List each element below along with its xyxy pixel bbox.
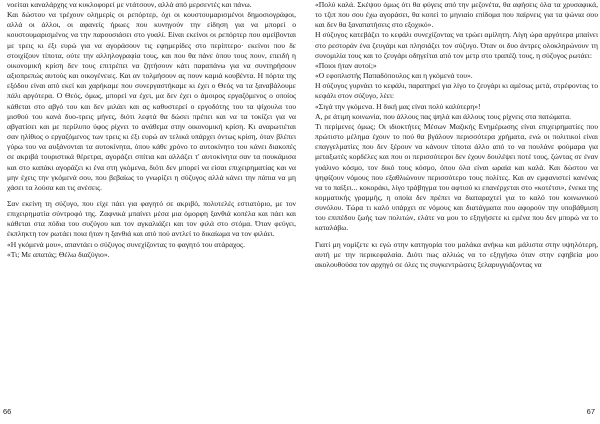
paragraph: νοείται καναλάρχης να κυκλοφορεί με ντάτσουν, αλλά από μερσεντές και πάνω. (7, 0, 252, 9)
paragraph: Τι περίμενες όμως; Οι ιδιοκτήτες Μέσων Μαζικής Ενημέρωσης είναι επιχειρηματίες που πρώτιστο μέλημα έχουν το πού θα βγάλουν περισσότερα χρήματα, ενώ οι πολιτικοί είναι επαγγελματίες που δεν ξέρουν να κάνουν τίποτα άλλο από το να πουλάνε φούμαρα για μεταξωτές κορδέλες και που οι περισσότεροι δεν έχουν δουλέψει ποτέ τους, ζώντας σε έναν γυάλινο κόσμο, τον δικό τους κόσμο, όπου όλα είναι ωραία και καλά. Και δώστου να ψηφίζουν νόμους που εξαθλιώνουν περισσότερο τους πολίτες. Και αν εμφανιστεί κανένας να το παίξει... κοκοράκι, λίγο τράβηγμα του αφτιού κι επανέρχεται στο «κοτέτσι», ένεκα της κομματικής γραμμής, η οποία δεν πρέπει να διαταραχτεί για το καλό του κοινωνικού συνόλου. Τώρα τι καλό υπάρχει σε νόμους και διατάγματα που αφορούν την υποβάθμιση του επιπέδου ζωής των πολιτών, ελάτε να μου το εξηγήσετε κι εμένα που δεν μπορώ να το καταλάβω. (315, 121, 598, 233)
paragraph: «Η γκόμενά μου», απαντάει ο σύζυγος συνεχίζοντας το φαγητό του ατάραχος. (7, 239, 245, 249)
paragraph: Α, ρε άτιμη κοινωνία, που άλλους πας ψηλά και άλλους τους ρίχνεις στα πατώματα. (315, 111, 572, 121)
right-page-text (315, 0, 598, 270)
paragraph: «Σιγά την γκόμενα. Η δική μας είναι πολύ καλύτερη»! (315, 101, 481, 111)
paragraph: Σαν εκείνη τη σύζυγο, που είχε πάει για φαγητό σε ακριβό, πολυτελές εστιατόριο, με τον επιχειρηματία σύντροφό της. Ζαφνικά μπαίνει μέσα μια όμορφη ξανθιά κοπέλα και πάει και κάθεται στα πόδια του συζύγου και τον αγκαλιάζει και τον φιλά στο στόμα. Όταν φεύγει, έκπληκτη τον ρωτάει ποια ήταν η ξανθιά και από πού αντλεί το δικαίωμα να τον φιλάει. (7, 198, 296, 239)
left-page-text (7, 0, 296, 260)
paragraph: Και δώστου να τρέχουν ολημερίς οι ρεπόρτερ, όχι οι κουστουμαρισμένοι δημοσιογράφοι, αλλά οι άλλοι, οι αφανείς ήρωες που κυνηγούν την είδηση για να μπορεί ο κουστουμαρισμένος να την παρουσιάσει στο γυαλί. Είναι εκείνοι οι ρεπόρτερ που αμείβονται με τρεις κι έξι ευρώ για να αγοράσουν τις εφημερίδες στο περίπτερο· εκείνοι που δε στοιχίζουν τίποτα, ούτε την αλληλογραφία τους, και που θα πάνε όπου τους πουν, επειδή η οικονομική κρίση δεν τους επιτρέπει να ζητήσουν κάτι παραπάνω για να συντηρήσουν αξιοπρεπώς αυτούς και οικογένειες. Και αν τολμήσουν ας πουν καμιά κουβέντα. Η πόρτα της εξόδου είναι από εκεί και χαρήκαμε που συνεργαστήκαμε κι έχει ο Θεός να τα ξαναβάλουμε πάλι αργότερα. Ο Θεός, όμως, μπορεί να έχει, μα δεν έχει ο άμοιρος εργαζόμενος ο οποίος κάθεται στο αβγό του και δεν μιλάει και ας καθυστερεί ο εργοδότης του τα ψίχουλα του μισθού του κανά δυο-τρεις μήνες, διότι λεφτά θα δώσει πρέπει και να τα τοκίζει για να αβγατίσει και με περίλυπο ύφος ρίχνει το ανάθεμα στην οικονομική κρίση. Κι αναρωτιέται σαν ηλίθιος ο εργαζόμενος των τρεις κι έξι ευρώ αν τελικά υπάρχει όντως κρίση, όταν βλέπει γύρω του να αυξάνονται τα αυτοκίνητα, όπου κάθε χρόνο το αυτοκίνητο του κάνει διακοπές σε ακριβά τουριστικά θέρετρα, αγοράζει σπίτια και αλλάζει τ' αυτοκίνητα σαν τα πουκάμισα και στο καπάκι αγοράζει κι ένα στη γκόμενα, διότι δεν μπορεί να είσαι επιχειρηματίας και να μην έχεις την γκόμενά σου, που βεβαίως το γνωρίζει η σύζυγος αλλά κάνει την πάπια να μη χάσει τα λούσα και τις ανέσεις. (7, 10, 296, 192)
paragraph: «Τι; Με απατάς; Θέλω διαζύγιο». (7, 249, 110, 259)
page-number: 66 (3, 407, 12, 416)
paragraph: «Ο εφοπλιστής Παπαδόπουλος και η γκόμενά του». (315, 71, 473, 81)
paragraph: «Ποιοι ήταν αυτοί;» (315, 60, 377, 70)
left-page (0, 0, 296, 424)
paragraph: «Πολύ καλά. Σκέψου όμως ότι θα φύγεις από την μεζονέτα, θα αφήσεις όλα τα χρυσαφικά, το τζιπ που σου έχω αγοράσει, θα κοπεί το μηνιαίο επίδομα που παίρνεις για τα ψώνια σου και δεν θα ξαναπατήσεις στο εξοχικό». (315, 0, 598, 30)
right-page (304, 0, 600, 424)
paragraph: Η σύζυγος γυρνάει το κεφάλι, παρατηρεί για λίγο το ζευγάρι κι αμέσως μετά, στρέφοντας το κεφάλι στον σύζυγο, λέει: (315, 81, 598, 101)
paragraph: Η σύζυγος κατεβάζει το κεφάλι συνεχίζοντας να τρώει αμίλητη. Λίγη ώρα αργότερα μπαίνει στο ρεστοράν ένα ζευγάρι και πλησιάζει τον σύζυγο. Όταν οι δυο άντρες ολοκληρώνουν τη συνομιλία τους και το ζευγάρι οδηγείται από τον μετρ στο τραπέζι τους, η σύζυγος ρωτάει: (315, 30, 598, 60)
page-number: 67 (586, 407, 595, 416)
paragraph: Γιατί μη νομίζετε κι εγώ στην κατηγορία του μαλάκα ανήκω και μάλιστα στην υψηλότερη, αυτή με την περικεφαλαία. Διότι πως αλλιώς να το εξηγήσω όταν στην εφηβεία μου ακολουθούσα τον αρχηγό σε όλες τις συγκεντρώσεις ξελαρυγγιάζοντας να (315, 239, 598, 269)
